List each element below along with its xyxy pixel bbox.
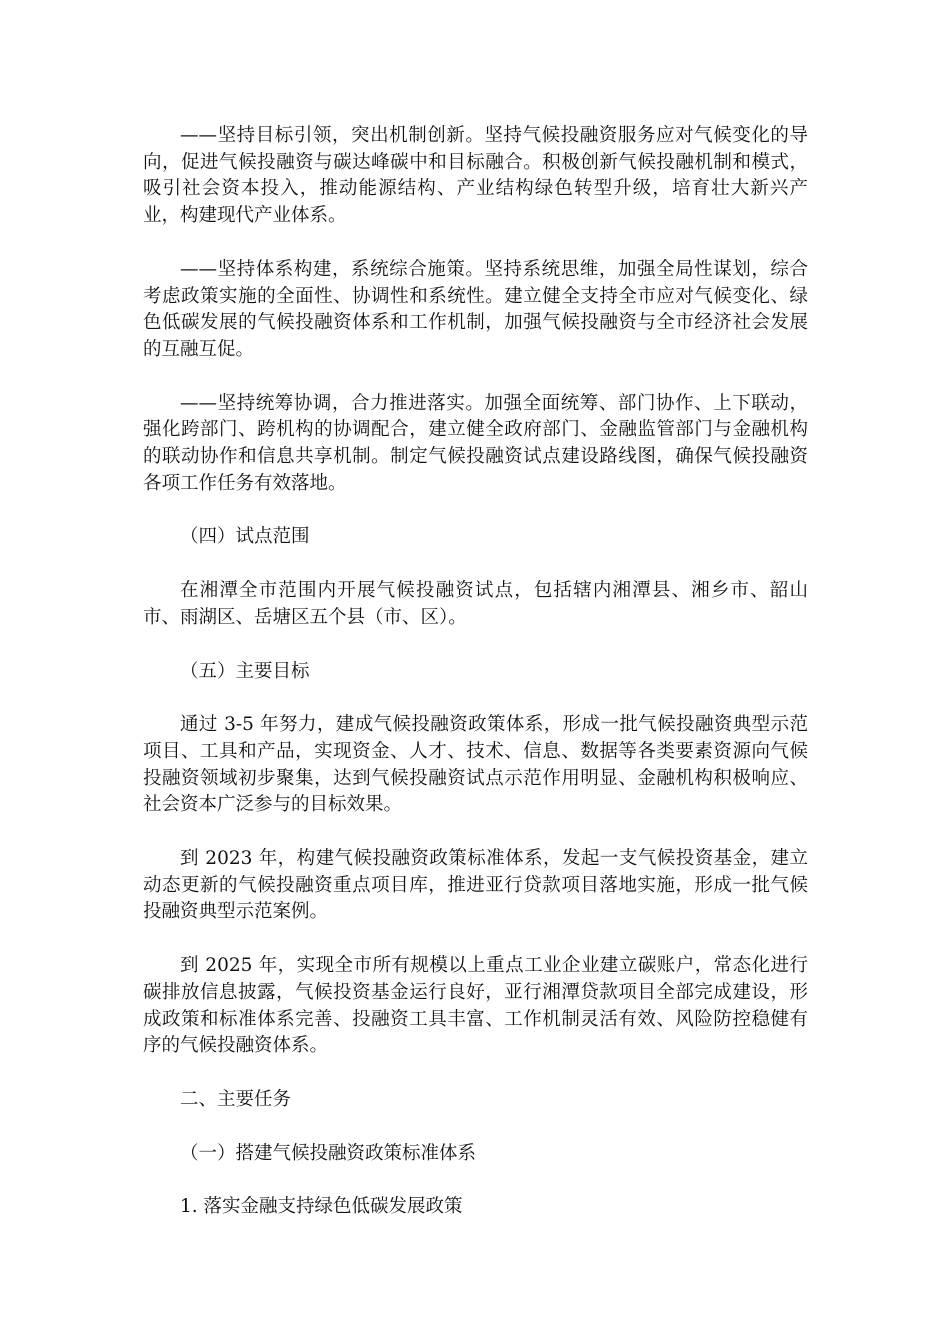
goal-2023-paragraph: 到 2023 年，构建气候投融资政策标准体系，发起一支气候投资基金，建立动态更新的气候投融资重点项目库，推进亚行贷款项目落地实施，形成一批气候投融资典型示范案例。	[143, 848, 808, 923]
principle-coordination-paragraph: ——坚持统筹协调，合力推进落实。加强全面统筹、部门协作、上下联动，强化跨部门、跨机构的协调配合，建立健全政府部门、金融监管部门与金融机构的联动协作和信息共享机制。制定气候投融资试点建设路线图，确保气候投融资各项工作任务有效落地。	[143, 392, 808, 494]
principle-system-paragraph: ——坚持体系构建，系统综合施策。坚持系统思维，加强全局性谋划，综合考虑政策实施的全面性、协调性和系统性。建立健全支持全市应对气候变化、绿色低碳发展的气候投融资体系和工作机制，加强气候投融资与全市经济社会发展的互融互促。	[143, 258, 808, 360]
section-heading-pilot-scope: （四）试点范围	[180, 526, 310, 548]
principle-goal-paragraph: ——坚持目标引领，突出机制创新。坚持气候投融资服务应对气候变化的导向，促进气候投融资与碳达峰碳中和目标融合。积极创新气候投融机制和模式，吸引社会资本投入，推动能源结构、产业结构绿色转型升级，培育壮大新兴产业，构建现代产业体系。	[143, 125, 808, 227]
document-body	[143, 123, 808, 1248]
section-heading-main-goals: （五）主要目标	[180, 660, 310, 682]
goal-2025-paragraph: 到 2025 年，实现全市所有规模以上重点工业企业建立碳账户，常态化进行碳排放信息披露，气候投资基金运行良好，亚行湘潭贷款项目全部完成建设，形成政策和标准体系完善、投融资工具丰富、工作机制灵活有效、风险防控稳健有序的气候投融资体系。	[143, 955, 808, 1057]
pilot-scope-paragraph: 在湘潭全市范围内开展气候投融资试点，包括辖内湘潭县、湘乡市、韶山市、雨湖区、岳塘区五个县（市、区）。	[143, 580, 808, 628]
main-goals-paragraph: 通过 3-5 年努力，建成气候投融资政策体系，形成一批气候投融资典型示范项目、工具和产品，实现资金、人才、技术、信息、数据等各类要素资源向气候投融资领域初步聚集，达到气候投融资试点示范作用明显、金融机构积极响应、社会资本广泛参与的目标效果。	[143, 714, 808, 816]
item-heading-financial-support: 1. 落实金融支持绿色低碳发展政策	[180, 1196, 463, 1218]
subsection-heading-policy-system: （一）搭建气候投融资政策标准体系	[180, 1142, 477, 1164]
section-heading-main-tasks: 二、主要任务	[180, 1088, 292, 1110]
